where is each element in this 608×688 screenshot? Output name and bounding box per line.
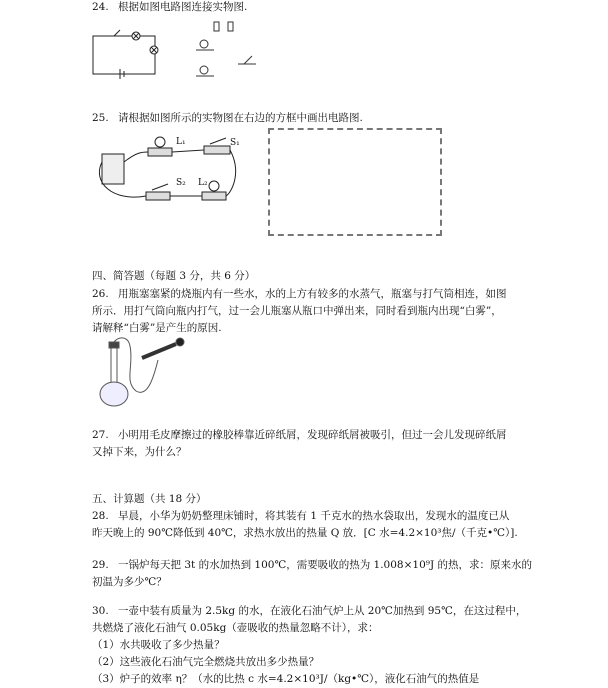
question-line: 一壶中装有质量为 2.5kg 的水，在液化石油气炉上从 20℃加热到 95℃，在这过程中， <box>118 605 527 617</box>
question-number: 28. <box>92 510 109 522</box>
question-line: 所示．用打气筒向瓶内打气，过一会儿瓶塞从瓶口中弹出来，同时看到瓶内出现“白雾”， <box>92 305 502 317</box>
question-line: （3）炉子的效率 η？（水的比热 c 水=4.2×10³J/（kg•℃），液化石油气的热值是 <box>92 673 480 685</box>
answer-box-25[interactable] <box>268 128 442 236</box>
question-25 <box>92 110 522 127</box>
question-line: 请解释“白雾”是产生的原因. <box>92 322 222 334</box>
question-number: 26. <box>92 288 109 300</box>
question-line: （2）这些液化石油气完全燃烧共放出多少热量？ <box>92 656 320 668</box>
question-line: 昨天晚上的 90℃降低到 40℃，求热水放出的热量 Q 放．[C 水=4.2×10³焦/（千克•℃）]. <box>92 527 518 539</box>
question-line: 一锅炉每天把 3t 的水加热到 100℃，需要吸收的热为 1.008×10⁹J 的热，求：原来水的 <box>118 559 533 571</box>
real-circuit-25 <box>92 132 242 212</box>
real-objects-24 <box>180 22 270 82</box>
question-line: 初温为多少℃？ <box>92 576 167 588</box>
label-s2: S₂ <box>176 178 186 188</box>
label-l1: L₁ <box>176 137 186 147</box>
question-number: 29. <box>92 559 109 571</box>
question-26 <box>92 286 522 337</box>
question-number: 25. <box>92 112 109 124</box>
question-line: 小明用毛皮摩擦过的橡胶棒靠近碎纸屑，发现碎纸屑被吸引，但过一会儿发现碎纸屑 <box>118 429 507 441</box>
section-4-title: 四、简答题（每题 3 分，共 6 分） <box>92 270 256 282</box>
question-28 <box>92 508 522 542</box>
question-line: （1）水共吸收了多少热量？ <box>92 639 225 651</box>
flask-pump-image <box>94 336 186 408</box>
question-29 <box>92 557 533 591</box>
question-line: 共燃烧了液化石油气 0.05kg（壶吸收的热量忽略不计），求： <box>92 622 379 634</box>
question-line: 又掉下来，为什么？ <box>92 446 187 458</box>
question-number: 30. <box>92 605 109 617</box>
question-text: 请根据如图所示的实物图在右边的方框中画出电路图. <box>118 112 363 124</box>
section-5-title: 五、计算题（共 18 分） <box>92 493 207 505</box>
question-line: 早晨，小华为奶奶整理床铺时，将其装有 1 千克水的热水袋取出，发现水的温度已从 <box>118 510 510 522</box>
question-number: 27. <box>92 429 109 441</box>
question-line: 用瓶塞塞紧的烧瓶内有一些水，水的上方有较多的水蒸气，瓶塞与打气筒相连，如图 <box>118 288 507 300</box>
label-s1: S₁ <box>230 138 240 148</box>
question-30 <box>92 603 527 688</box>
question-number: 24. <box>92 1 109 13</box>
question-text: 根据如图电路图连接实物图. <box>118 1 248 13</box>
question-24 <box>92 0 522 16</box>
question-27 <box>92 427 522 461</box>
label-l2: L₂ <box>198 178 208 188</box>
